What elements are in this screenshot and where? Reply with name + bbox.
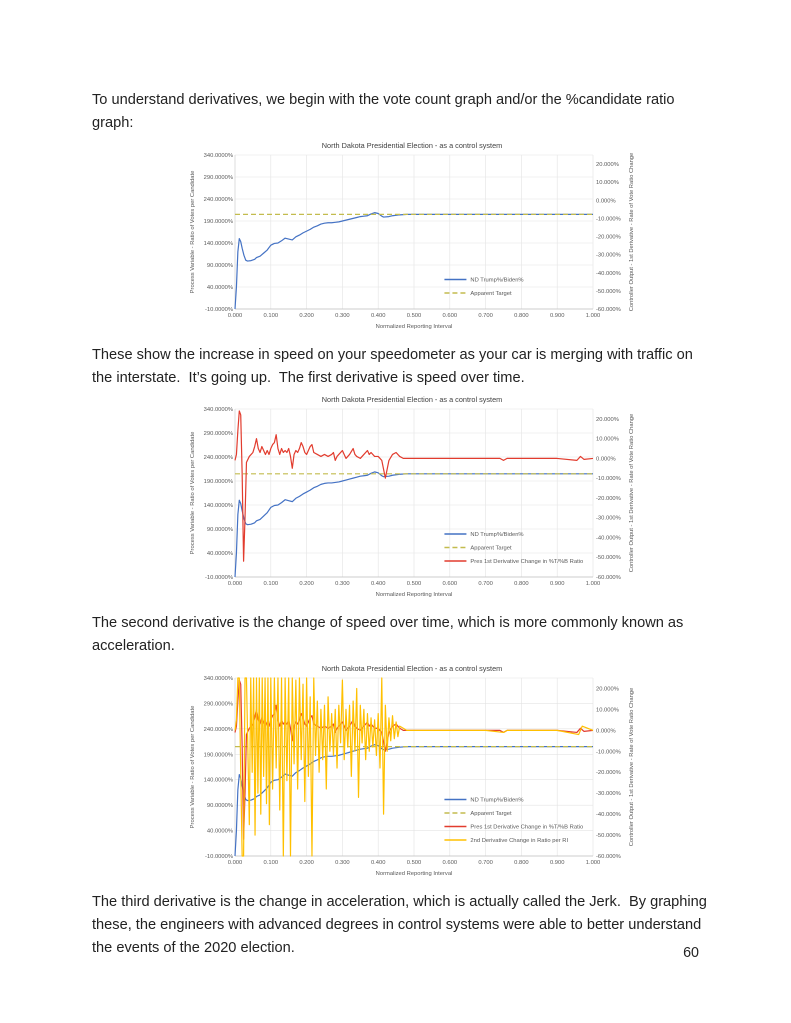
y-left-tick-label: 290.0000%: [203, 174, 233, 181]
y-right-tick-label: -10.000%: [596, 749, 621, 756]
x-tick-label: 0.400: [370, 312, 386, 319]
x-tick-label: 0.100: [263, 581, 279, 588]
x-tick-label: 0.400: [370, 859, 386, 866]
y-right-tick-label: -10.000%: [596, 216, 621, 223]
y-right-tick-label: -40.000%: [596, 270, 621, 277]
y-left-tick-label: 290.0000%: [203, 701, 233, 708]
y-right-tick-label: -50.000%: [596, 832, 621, 839]
x-tick-label: 0.000: [227, 859, 243, 866]
legend-label-target: Apparent Target: [470, 290, 512, 297]
x-tick-label: 0.100: [263, 312, 279, 319]
x-tick-label: 0.000: [227, 581, 243, 588]
x-tick-label: 0.800: [514, 581, 529, 588]
y-right-tick-label: -30.000%: [596, 790, 621, 797]
chart-first-derivative: [185, 393, 639, 608]
x-tick-label: 0.000: [227, 312, 243, 319]
x-tick-label: 0.800: [514, 859, 529, 866]
y-right-tick-label: 20.000%: [596, 417, 619, 424]
y-right-tick-label: -50.000%: [596, 555, 621, 562]
x-tick-label: 0.900: [549, 581, 565, 588]
y-right-tick-label: 10.000%: [596, 707, 619, 714]
chart-vote-ratio: [185, 139, 639, 340]
y-left-tick-label: -10.0000%: [204, 306, 233, 313]
x-tick-label: 0.200: [299, 859, 314, 866]
y-right-tick-label: -10.000%: [596, 476, 621, 483]
y-left-tick-label: 290.0000%: [203, 431, 233, 438]
x-axis-title: Normalized Reporting Interval: [375, 592, 453, 599]
x-tick-label: 0.200: [299, 581, 314, 588]
paragraph-second-derivative: The second derivative is the change of speed over time, which is more commonly known as acceleration.: [92, 615, 688, 655]
y-right-tick-label: 20.000%: [596, 161, 619, 168]
y-left-tick-label: 190.0000%: [203, 218, 233, 225]
y-axis-right-title: Controller Output - 1st Derivative - Rate of Vote Ratio Change: [629, 152, 635, 311]
legend-label-d1: Pres 1st Derivative Change in %T/%B Ratio: [470, 824, 584, 831]
y-left-tick-label: 140.0000%: [203, 777, 233, 784]
legend-label-target: Apparent Target: [470, 545, 512, 552]
chart-title: North Dakota Presidential Election - as a control system: [321, 395, 503, 405]
y-right-tick-label: -30.000%: [596, 252, 621, 259]
y-right-tick-label: 20.000%: [596, 686, 619, 693]
x-tick-label: 1.000: [585, 581, 601, 588]
x-axis-title: Normalized Reporting Interval: [375, 323, 453, 330]
y-right-tick-label: 10.000%: [596, 179, 619, 186]
y-axis-left-title: Process Variable - Ratio of Votes per Candidate: [190, 431, 196, 555]
x-tick-label: 0.300: [335, 581, 350, 588]
x-tick-label: 0.800: [514, 312, 529, 319]
y-left-tick-label: 90.0000%: [206, 527, 233, 534]
y-right-tick-label: -20.000%: [596, 234, 621, 241]
y-left-tick-label: 90.0000%: [206, 802, 233, 809]
x-tick-label: 0.500: [406, 312, 422, 319]
y-left-tick-label: 340.0000%: [203, 675, 233, 682]
legend-label-pv: ND Trump%/Biden%: [470, 277, 524, 284]
y-left-tick-label: 140.0000%: [203, 503, 233, 510]
x-tick-label: 0.900: [549, 859, 565, 866]
x-tick-label: 0.900: [549, 312, 565, 319]
y-right-tick-label: -60.000%: [596, 575, 621, 582]
x-tick-label: 0.200: [299, 312, 314, 319]
y-left-tick-label: 190.0000%: [203, 479, 233, 486]
y-left-tick-label: -10.0000%: [204, 575, 233, 582]
page-number: 60: [683, 945, 699, 961]
x-tick-label: 0.100: [263, 859, 279, 866]
y-left-tick-label: 340.0000%: [203, 152, 233, 159]
x-tick-label: 0.600: [442, 312, 458, 319]
legend-label-pv: ND Trump%/Biden%: [470, 797, 524, 804]
legend-label-pv: ND Trump%/Biden%: [470, 532, 524, 539]
chart-title: North Dakota Presidential Election - as a control system: [321, 140, 503, 150]
y-left-tick-label: 90.0000%: [206, 262, 233, 269]
x-tick-label: 0.300: [335, 312, 350, 319]
y-left-tick-label: 140.0000%: [203, 240, 233, 247]
x-axis-title: Normalized Reporting Interval: [375, 870, 453, 877]
y-left-tick-label: 40.0000%: [206, 828, 233, 835]
x-tick-label: 0.300: [335, 859, 350, 866]
legend-label-d2: 2nd Derivative Change in Ratio per RI: [470, 837, 569, 844]
y-right-tick-label: -60.000%: [596, 306, 621, 313]
y-right-tick-label: 0.000%: [596, 197, 616, 204]
x-tick-label: 0.600: [442, 859, 458, 866]
vote-ratio-chart-svg: [185, 139, 639, 335]
y-right-tick-label: -60.000%: [596, 853, 621, 860]
x-tick-label: 0.600: [442, 581, 458, 588]
y-right-tick-label: -20.000%: [596, 770, 621, 777]
y-axis-left-title: Process Variable - Ratio of Votes per Candidate: [190, 705, 196, 829]
chart-second-derivative: [185, 662, 639, 887]
y-right-tick-label: 10.000%: [596, 436, 619, 443]
legend-label-target: Apparent Target: [470, 810, 512, 817]
y-left-tick-label: 40.0000%: [206, 284, 233, 291]
paragraph-first-derivative: These show the increase in speed on your speedometer as your car is merging with traffic on the interstate. It’s going up. The first derivative is speed over time.: [92, 346, 697, 386]
x-tick-label: 0.700: [478, 312, 493, 319]
paragraph-third-derivative: The third derivative is the change in acceleration, which is actually called the Jerk. By graphing these, the engineers with advanced degrees in control systems were able to better understand the events of the 2020 election.: [92, 893, 711, 957]
x-tick-label: 0.700: [478, 581, 493, 588]
y-right-tick-label: -20.000%: [596, 496, 621, 503]
second-derivative-chart-svg: [185, 662, 639, 882]
y-left-tick-label: 240.0000%: [203, 726, 233, 733]
x-tick-label: 0.500: [406, 581, 422, 588]
y-left-tick-label: 340.0000%: [203, 407, 233, 414]
y-right-tick-label: 0.000%: [596, 456, 616, 463]
legend-label-d1: Pres 1st Derivative Change in %T/%B Ratio: [470, 559, 584, 566]
x-tick-label: 0.400: [370, 581, 386, 588]
y-left-tick-label: 240.0000%: [203, 455, 233, 462]
first-derivative-chart-svg: [185, 393, 639, 603]
y-axis-right-title: Controller Output - 1st Derivative - Rate of Vote Ratio Change: [629, 687, 635, 847]
x-tick-label: 1.000: [585, 312, 601, 319]
x-tick-label: 0.700: [478, 859, 493, 866]
y-right-tick-label: -40.000%: [596, 811, 621, 818]
y-right-tick-label: -50.000%: [596, 288, 621, 295]
y-left-tick-label: 40.0000%: [206, 551, 233, 558]
y-left-tick-label: 190.0000%: [203, 752, 233, 759]
y-axis-right-title: Controller Output - 1st Derivative - Rate of Vote Ratio Change: [629, 413, 635, 573]
paragraph-intro: To understand derivatives, we begin with the vote count graph and/or the %candidate ratio graph:: [92, 92, 679, 132]
x-tick-label: 1.000: [585, 859, 601, 866]
y-axis-left-title: Process Variable - Ratio of Votes per Candidate: [190, 170, 196, 293]
x-tick-label: 0.500: [406, 859, 422, 866]
y-left-tick-label: -10.0000%: [204, 853, 233, 860]
y-right-tick-label: -40.000%: [596, 535, 621, 542]
y-right-tick-label: 0.000%: [596, 728, 616, 735]
y-left-tick-label: 240.0000%: [203, 196, 233, 203]
y-right-tick-label: -30.000%: [596, 515, 621, 522]
chart-title: North Dakota Presidential Election - as a control system: [321, 663, 503, 673]
